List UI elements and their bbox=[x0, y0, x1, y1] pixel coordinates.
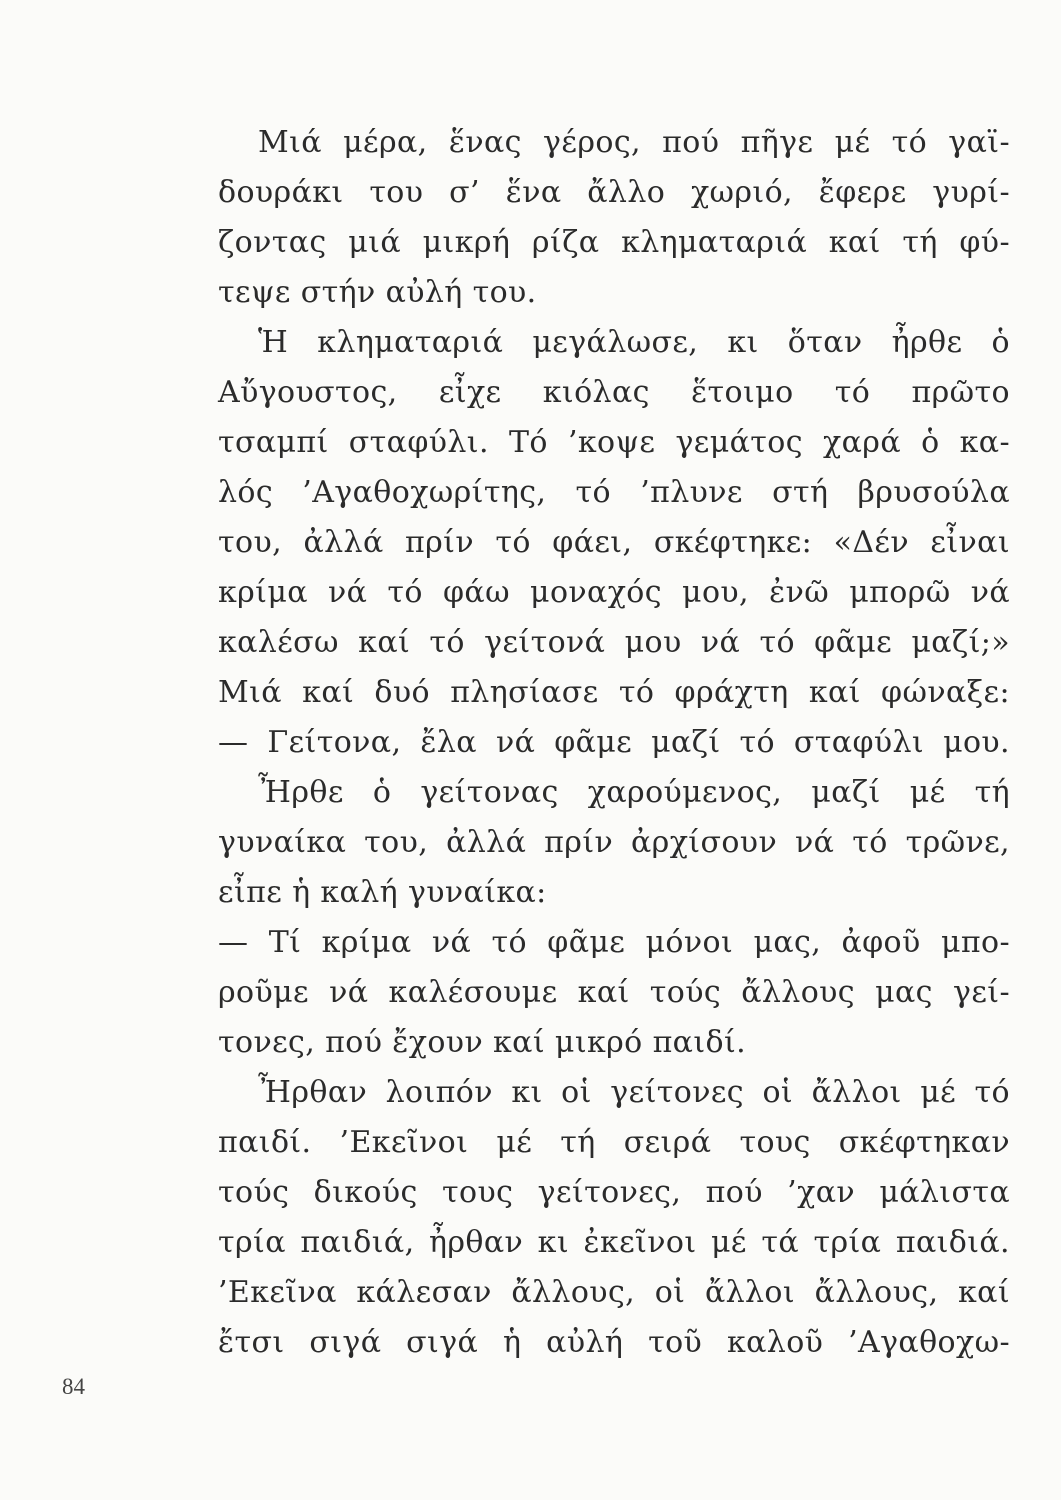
text-line: Ἦρθαν λοιπόν κι οἱ γείτονες οἱ ἄλλοι μέ τό bbox=[258, 1075, 1010, 1110]
text-line: τούς δικούς τους γείτονες, πού ’χαν μάλιστα bbox=[218, 1175, 1010, 1210]
text-line: λός ’Αγαθοχωρίτης, τό ’πλυνε στή βρυσούλα bbox=[218, 475, 1010, 510]
text-line: κρίμα νά τό φάω μοναχός μου, ἐνῶ μπορῶ νά bbox=[218, 575, 1010, 610]
text-line: ἔτσι σιγά σιγά ἡ αὐλή τοῦ καλοῦ ’Αγαθοχω- bbox=[218, 1325, 1010, 1360]
text-line: εἶπε ἡ καλή γυναίκα: bbox=[218, 875, 547, 910]
text-line: καλέσω καί τό γείτονά μου νά τό φᾶμε μαζί;» bbox=[218, 625, 1010, 660]
text-line: Μιά καί δυό πλησίασε τό φράχτη καί φώναξε: bbox=[218, 675, 1010, 710]
text-line: Ἡ κληματαριά μεγάλωσε, κι ὅταν ἦρθε ὁ bbox=[258, 325, 1010, 360]
text-line: δουράκι του σ’ ἕνα ἄλλο χωριό, ἔφερε γυρί- bbox=[218, 175, 1010, 210]
text-line: παιδί. ’Εκεῖνοι μέ τή σειρά τους σκέφτηκαν bbox=[218, 1125, 1010, 1160]
page-number: 84 bbox=[62, 1374, 85, 1399]
text-line: — Γείτονα, ἔλα νά φᾶμε μαζί τό σταφύλι μου. bbox=[218, 725, 1010, 760]
text-line: — Τί κρίμα νά τό φᾶμε μόνοι μας, ἀφοῦ μπο- bbox=[218, 925, 1010, 960]
text-line: τονες, πού ἔχουν καί μικρό παιδί. bbox=[218, 1025, 747, 1060]
text-line: του, ἀλλά πρίν τό φάει, σκέφτηκε: «Δέν εἶναι bbox=[218, 525, 1010, 560]
text-line: τρία παιδιά, ἦρθαν κι ἐκεῖνοι μέ τά τρία παιδιά. bbox=[218, 1225, 1010, 1260]
text-line: ζοντας μιά μικρή ρίζα κληματαριά καί τή φύ- bbox=[218, 225, 1010, 260]
text-line: τεψε στήν αὐλή του. bbox=[218, 275, 537, 310]
text-line: ’Εκεῖνα κάλεσαν ἄλλους, οἱ ἄλλοι ἄλλους, καί bbox=[218, 1275, 1010, 1310]
text-line: Ἦρθε ὁ γείτονας χαρούμενος, μαζί μέ τή bbox=[258, 775, 1010, 810]
text-line: Αὔγουστος, εἶχε κιόλας ἕτοιμο τό πρῶτο bbox=[218, 375, 1010, 410]
text-line: γυναίκα του, ἀλλά πρίν ἀρχίσουν νά τό τρῶνε, bbox=[218, 825, 1010, 860]
text-line: Μιά μέρα, ἕνας γέρος, πού πῆγε μέ τό γαϊ- bbox=[258, 125, 1010, 160]
text-line: τσαμπί σταφύλι. Τό ’κοψε γεμάτος χαρά ὁ κα- bbox=[218, 425, 1010, 460]
text-line: ροῦμε νά καλέσουμε καί τούς ἄλλους μας γεί- bbox=[218, 975, 1010, 1010]
